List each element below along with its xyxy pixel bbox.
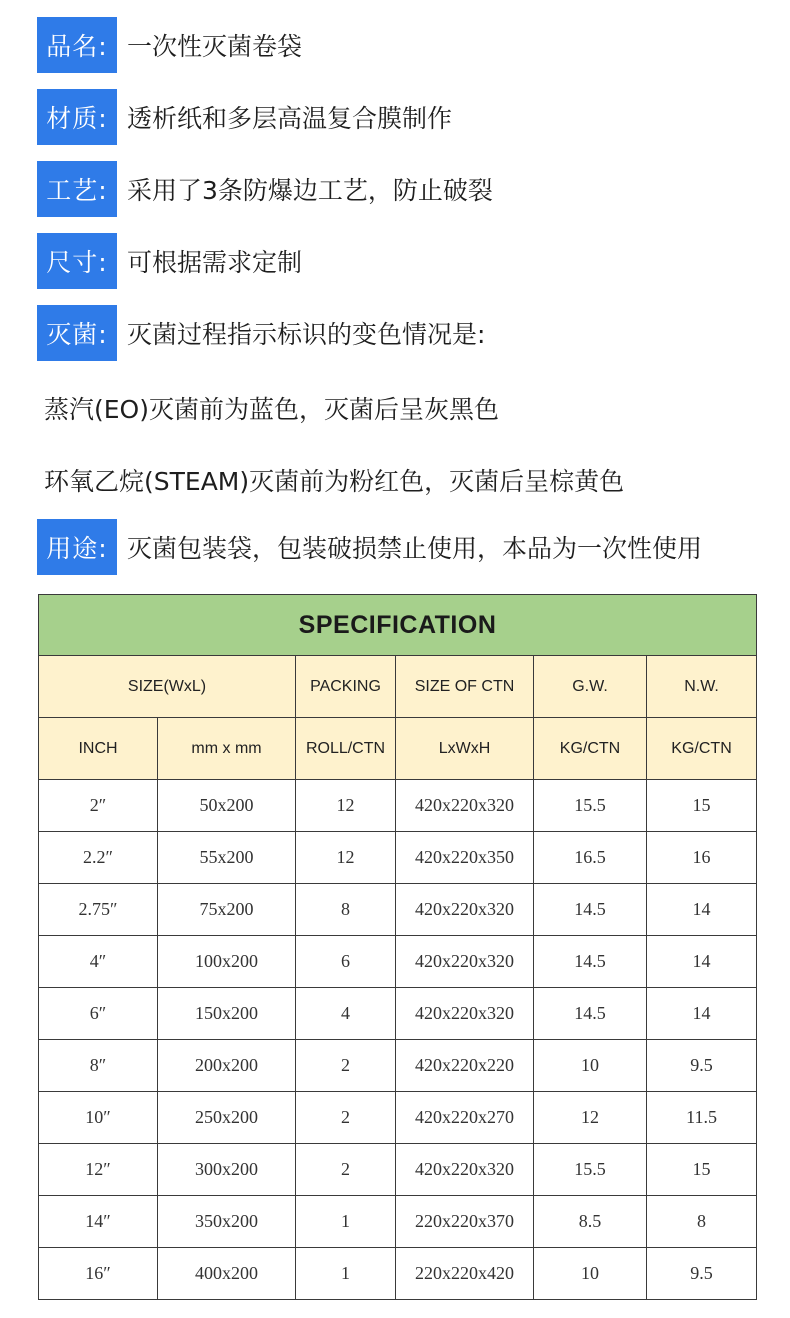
table-cell: 10 <box>534 1040 647 1092</box>
table-cell: 12″ <box>39 1144 158 1196</box>
table-cell: 2.2″ <box>39 832 158 884</box>
subheader-cell: LxWxH <box>396 718 534 780</box>
table-cell: 16 <box>647 832 757 884</box>
note-eo: 环氧乙烷(STEAM)灭菌前为粉红色，灭菌后呈棕黄色 <box>44 467 625 496</box>
table-cell: 350x200 <box>158 1196 296 1248</box>
header-size: SIZE(WxL) <box>39 656 296 718</box>
table-header-row <box>39 656 757 718</box>
table-row <box>39 1092 757 1144</box>
table-cell: 8 <box>296 884 396 936</box>
info-value: 可根据需求定制 <box>127 248 303 277</box>
table-cell: 1 <box>296 1248 396 1300</box>
table-cell: 420x220x320 <box>396 936 534 988</box>
table-cell: 2″ <box>39 780 158 832</box>
info-row-name <box>37 17 302 73</box>
table-row <box>39 1196 757 1248</box>
table-cell: 300x200 <box>158 1144 296 1196</box>
table-cell: 6 <box>296 936 396 988</box>
table-cell: 16″ <box>39 1248 158 1300</box>
info-value: 灭菌包装袋，包装破损禁止使用，本品为一次性使用 <box>127 534 703 563</box>
subheader-cell: KG/CTN <box>534 718 647 780</box>
specification-table <box>38 594 757 1300</box>
subheader-cell: INCH <box>39 718 158 780</box>
table-row <box>39 832 757 884</box>
info-row-size <box>37 233 302 289</box>
table-body <box>39 780 757 1300</box>
table-cell: 200x200 <box>158 1040 296 1092</box>
table-title: SPECIFICATION <box>39 595 757 656</box>
table-cell: 14.5 <box>534 936 647 988</box>
info-label: 材质: <box>37 89 117 145</box>
info-label: 用途: <box>37 519 117 575</box>
table-cell: 2 <box>296 1144 396 1196</box>
table-cell: 420x220x320 <box>396 988 534 1040</box>
table-cell: 9.5 <box>647 1040 757 1092</box>
table-cell: 420x220x220 <box>396 1040 534 1092</box>
info-label: 尺寸: <box>37 233 117 289</box>
table-cell: 2.75″ <box>39 884 158 936</box>
table-cell: 14.5 <box>534 988 647 1040</box>
table-row <box>39 988 757 1040</box>
table-row <box>39 936 757 988</box>
table-cell: 4 <box>296 988 396 1040</box>
info-label: 工艺: <box>37 161 117 217</box>
header-packing: PACKING <box>296 656 396 718</box>
table-row <box>39 1248 757 1300</box>
table-cell: 2 <box>296 1092 396 1144</box>
info-value: 透析纸和多层高温复合膜制作 <box>127 104 453 133</box>
table-row <box>39 1144 757 1196</box>
table-cell: 6″ <box>39 988 158 1040</box>
table-cell: 14 <box>647 988 757 1040</box>
table-cell: 15 <box>647 780 757 832</box>
table-cell: 250x200 <box>158 1092 296 1144</box>
table-cell: 420x220x320 <box>396 780 534 832</box>
info-row-sterilization <box>37 305 485 361</box>
table-cell: 14 <box>647 884 757 936</box>
table-cell: 150x200 <box>158 988 296 1040</box>
info-label: 品名: <box>37 17 117 73</box>
table-cell: 2 <box>296 1040 396 1092</box>
table-cell: 8.5 <box>534 1196 647 1248</box>
table-cell: 50x200 <box>158 780 296 832</box>
info-value: 采用了3条防爆边工艺，防止破裂 <box>127 176 493 205</box>
table-cell: 14.5 <box>534 884 647 936</box>
table-cell: 15.5 <box>534 1144 647 1196</box>
info-row-material <box>37 89 452 145</box>
table-cell: 8″ <box>39 1040 158 1092</box>
header-net-weight: N.W. <box>647 656 757 718</box>
table-cell: 11.5 <box>647 1092 757 1144</box>
info-label: 灭菌: <box>37 305 117 361</box>
table-cell: 10 <box>534 1248 647 1300</box>
table-cell: 15.5 <box>534 780 647 832</box>
table-cell: 12 <box>296 780 396 832</box>
subheader-cell: ROLL/CTN <box>296 718 396 780</box>
table-cell: 9.5 <box>647 1248 757 1300</box>
header-gross-weight: G.W. <box>534 656 647 718</box>
table-cell: 14″ <box>39 1196 158 1248</box>
table-cell: 420x220x320 <box>396 1144 534 1196</box>
table-cell: 4″ <box>39 936 158 988</box>
table-cell: 420x220x320 <box>396 884 534 936</box>
table-row <box>39 780 757 832</box>
info-value: 一次性灭菌卷袋 <box>127 32 303 61</box>
header-ctn-size: SIZE OF CTN <box>396 656 534 718</box>
table-cell: 12 <box>296 832 396 884</box>
table-cell: 10″ <box>39 1092 158 1144</box>
table-cell: 15 <box>647 1144 757 1196</box>
info-value: 灭菌过程指示标识的变色情况是: <box>127 320 486 349</box>
info-row-usage <box>37 519 702 575</box>
table-cell: 220x220x370 <box>396 1196 534 1248</box>
table-cell: 16.5 <box>534 832 647 884</box>
note-steam: 蒸汽(EO)灭菌前为蓝色，灭菌后呈灰黑色 <box>44 395 499 424</box>
table-subheader-row <box>39 718 757 780</box>
subheader-cell: mm x mm <box>158 718 296 780</box>
table-cell: 55x200 <box>158 832 296 884</box>
table-cell: 12 <box>534 1092 647 1144</box>
table-cell: 100x200 <box>158 936 296 988</box>
info-row-process <box>37 161 493 217</box>
table-cell: 1 <box>296 1196 396 1248</box>
table-cell: 220x220x420 <box>396 1248 534 1300</box>
table-cell: 420x220x270 <box>396 1092 534 1144</box>
subheader-cell: KG/CTN <box>647 718 757 780</box>
table-cell: 75x200 <box>158 884 296 936</box>
table-row <box>39 1040 757 1092</box>
table-cell: 400x200 <box>158 1248 296 1300</box>
table-cell: 420x220x350 <box>396 832 534 884</box>
table-row <box>39 884 757 936</box>
table-cell: 8 <box>647 1196 757 1248</box>
table-cell: 14 <box>647 936 757 988</box>
